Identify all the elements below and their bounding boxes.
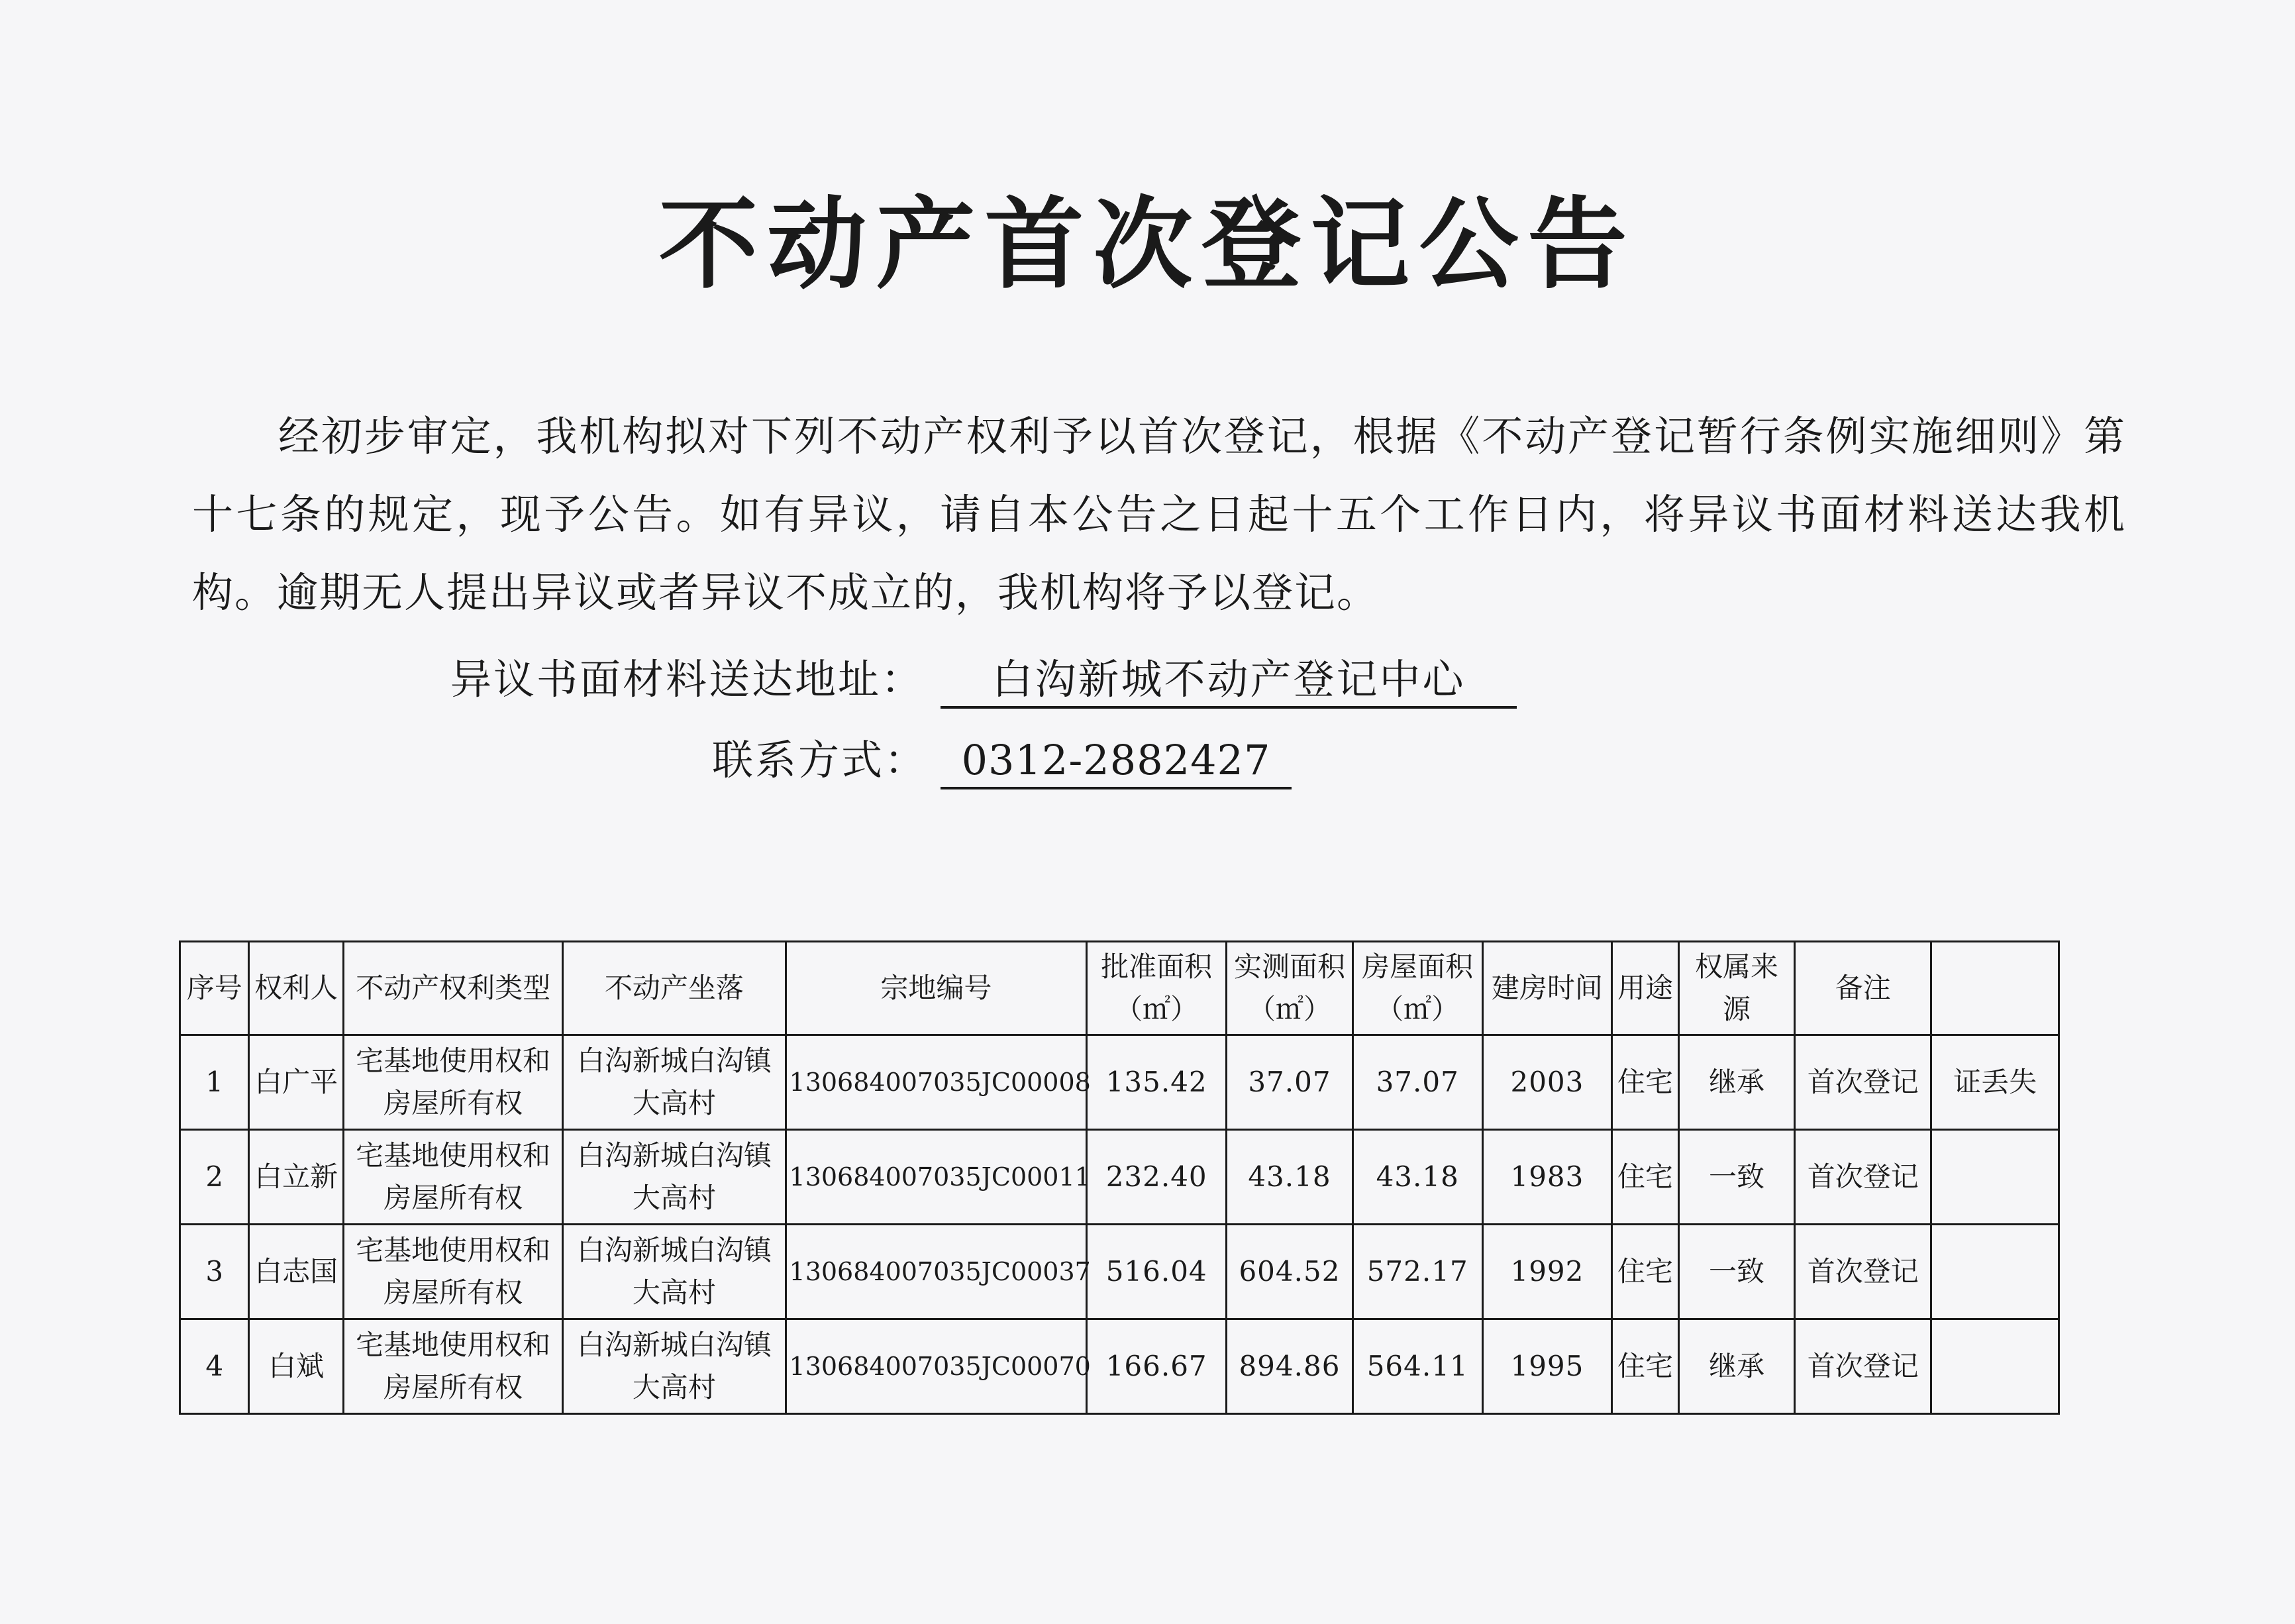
cell-measured-area: 43.18 xyxy=(1227,1130,1353,1225)
header-location: 不动产坐落 xyxy=(563,942,786,1035)
cell-house-area: 43.18 xyxy=(1352,1130,1482,1225)
cell-right-type: 宅基地使用权和房屋所有权 xyxy=(343,1130,562,1225)
cell-parcel: 130684007035JC00011 xyxy=(786,1130,1087,1225)
header-parcel: 宗地编号 xyxy=(786,942,1087,1035)
contact-value: 0312-2882427 xyxy=(941,734,1292,789)
cell-no: 3 xyxy=(180,1225,249,1319)
cell-owner: 白广平 xyxy=(249,1035,344,1130)
table-row xyxy=(180,1130,2059,1225)
cell-use: 住宅 xyxy=(1612,1130,1678,1225)
registration-table xyxy=(179,940,2060,1415)
cell-note: 首次登记 xyxy=(1795,1035,1931,1130)
cell-right-type: 宅基地使用权和房屋所有权 xyxy=(343,1035,562,1130)
cell-location: 白沟新城白沟镇大高村 xyxy=(563,1225,786,1319)
cell-right-type: 宅基地使用权和房屋所有权 xyxy=(343,1319,562,1414)
cell-measured-area: 604.52 xyxy=(1227,1225,1353,1319)
cell-build-year: 1983 xyxy=(1482,1130,1612,1225)
cell-extra xyxy=(1931,1130,2059,1225)
cell-location: 白沟新城白沟镇大高村 xyxy=(563,1319,786,1414)
table-row xyxy=(180,1319,2059,1414)
cell-approved-area: 516.04 xyxy=(1087,1225,1227,1319)
header-no: 序号 xyxy=(180,942,249,1035)
cell-measured-area: 894.86 xyxy=(1227,1319,1353,1414)
cell-extra xyxy=(1931,1319,2059,1414)
cell-note: 首次登记 xyxy=(1795,1225,1931,1319)
cell-extra xyxy=(1931,1225,2059,1319)
header-approved-area: 批准面积（㎡） xyxy=(1087,942,1227,1035)
cell-use: 住宅 xyxy=(1612,1225,1678,1319)
cell-use: 住宅 xyxy=(1612,1319,1678,1414)
page-title: 不动产首次登记公告 xyxy=(658,187,1637,303)
cell-source: 一致 xyxy=(1678,1130,1795,1225)
header-measured-area: 实测面积（㎡） xyxy=(1227,942,1353,1035)
cell-no: 4 xyxy=(180,1319,249,1414)
contact-line xyxy=(712,734,1292,789)
cell-location: 白沟新城白沟镇大高村 xyxy=(563,1130,786,1225)
header-house-area: 房屋面积（㎡） xyxy=(1352,942,1482,1035)
header-owner: 权利人 xyxy=(249,942,344,1035)
address-line xyxy=(450,653,1517,709)
cell-owner: 白立新 xyxy=(249,1130,344,1225)
address-value: 白沟新城不动产登记中心 xyxy=(941,653,1517,709)
cell-right-type: 宅基地使用权和房屋所有权 xyxy=(343,1225,562,1319)
header-note: 备注 xyxy=(1795,942,1931,1035)
cell-source: 继承 xyxy=(1678,1035,1795,1130)
cell-note: 首次登记 xyxy=(1795,1319,1931,1414)
header-extra xyxy=(1931,942,2059,1035)
cell-no: 2 xyxy=(180,1130,249,1225)
cell-source: 继承 xyxy=(1678,1319,1795,1414)
cell-build-year: 1992 xyxy=(1482,1225,1612,1319)
cell-approved-area: 135.42 xyxy=(1087,1035,1227,1130)
table-row xyxy=(180,1225,2059,1319)
cell-measured-area: 37.07 xyxy=(1227,1035,1353,1130)
cell-build-year: 1995 xyxy=(1482,1319,1612,1414)
cell-approved-area: 166.67 xyxy=(1087,1319,1227,1414)
table-row xyxy=(180,1035,2059,1130)
cell-house-area: 37.07 xyxy=(1352,1035,1482,1130)
header-use: 用途 xyxy=(1612,942,1678,1035)
cell-parcel: 130684007035JC00037 xyxy=(786,1225,1087,1319)
header-build-year: 建房时间 xyxy=(1482,942,1612,1035)
notice-body: 经初步审定，我机构拟对下列不动产权利予以首次登记，根据《不动产登记暂行条例实施细则》第十七条的规定，现予公告。如有异议，请自本公告之日起十五个工作日内，将异议书面材料送达我机构。逾期无人提出异议或者异议不成立的，我机构将予以登记。 xyxy=(192,412,2126,617)
cell-house-area: 564.11 xyxy=(1352,1319,1482,1414)
cell-house-area: 572.17 xyxy=(1352,1225,1482,1319)
address-label: 异议书面材料送达地址： xyxy=(450,655,925,703)
table-header-row xyxy=(180,942,2059,1035)
cell-source: 一致 xyxy=(1678,1225,1795,1319)
cell-build-year: 2003 xyxy=(1482,1035,1612,1130)
cell-extra: 证丢失 xyxy=(1931,1035,2059,1130)
cell-approved-area: 232.40 xyxy=(1087,1130,1227,1225)
cell-parcel: 130684007035JC00008 xyxy=(786,1035,1087,1130)
cell-owner: 白志国 xyxy=(249,1225,344,1319)
cell-location: 白沟新城白沟镇大高村 xyxy=(563,1035,786,1130)
cell-owner: 白斌 xyxy=(249,1319,344,1414)
cell-note: 首次登记 xyxy=(1795,1130,1931,1225)
header-right-type: 不动产权利类型 xyxy=(343,942,562,1035)
cell-parcel: 130684007035JC00070 xyxy=(786,1319,1087,1414)
cell-no: 1 xyxy=(180,1035,249,1130)
cell-use: 住宅 xyxy=(1612,1035,1678,1130)
contact-label: 联系方式： xyxy=(712,736,928,784)
header-source: 权属来源 xyxy=(1678,942,1795,1035)
